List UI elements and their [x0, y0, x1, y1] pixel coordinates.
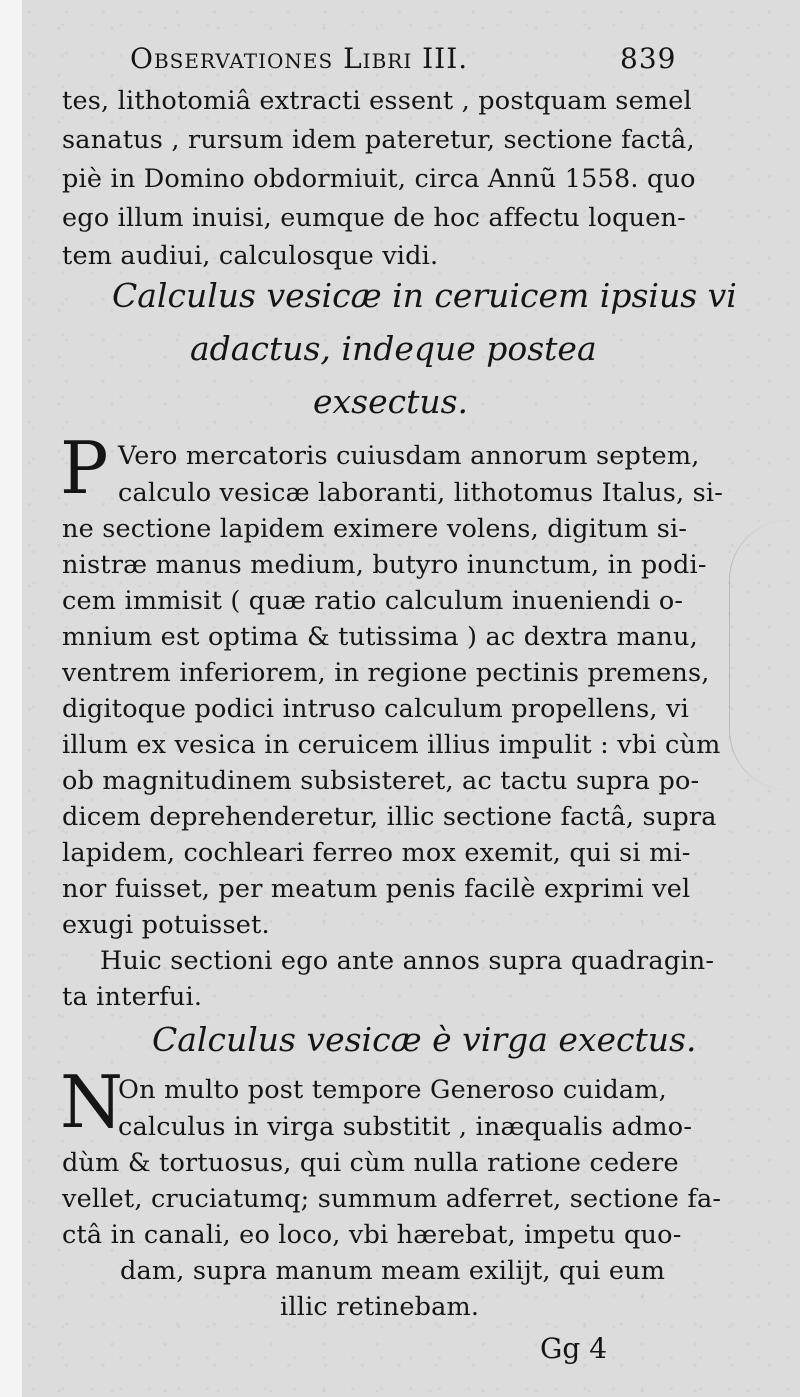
text-line: lapidem, cochleari ferreo mox exemit, qui si mi- [62, 838, 691, 868]
text-line: ne sectione lapidem eximere volens, digitum si- [62, 514, 688, 544]
text-line: nor fuisset, per meatum penis facilè exprimi vel [62, 874, 691, 904]
text-line: ventrem inferiorem, in regione pectinis premens, [62, 658, 710, 688]
signature-mark: Gg 4 [540, 1332, 608, 1365]
running-title: Observationes Libri III. [130, 42, 469, 75]
running-header [130, 42, 677, 75]
text-line: digitoque podici intruso calculum propellens, vi [62, 694, 689, 724]
text-line: calculo vesicæ laboranti, lithotomus Italus, si- [118, 478, 724, 508]
section-heading: adactus, indeque postea [190, 329, 597, 368]
text-line: vellet, cruciatumq; summum adferret, sectione fa- [62, 1184, 722, 1214]
text-line: cem immisit ( quæ ratio calculum inueniendi o- [62, 586, 684, 616]
text-line: illum ex vesica in ceruicem illius impulit : vbi cùm [62, 730, 721, 760]
text-line: mnium est optima & tutissima ) ac dextra manu, [62, 622, 698, 652]
section-heading: Calculus vesicæ in ceruicem ipsius vi [112, 276, 737, 315]
text-line: piè in Domino obdormiuit, circa Annũ 1558. quo [62, 164, 696, 194]
page-fold-shadow [729, 520, 800, 790]
text-line: ctâ in canali, eo loco, vbi hærebat, impetu quo- [62, 1220, 682, 1250]
text-line: ob magnitudinem subsisteret, ac tactu supra po- [62, 766, 700, 796]
text-line: exugi potuisset. [62, 910, 270, 940]
text-line: dam, supra manum meam exilijt, qui eum [120, 1256, 666, 1286]
book-gutter [0, 0, 22, 1397]
drop-cap: N [60, 1060, 123, 1144]
section-heading: Calculus vesicæ è virga exectus. [152, 1020, 697, 1059]
text-line: Vero mercatoris cuiusdam annorum septem, [118, 441, 700, 471]
text-line: tem audiui, calculosque vidi. [62, 241, 439, 271]
text-line: ta interfui. [62, 982, 203, 1012]
text-line: Huic sectioni ego ante annos supra quadragin- [100, 946, 715, 976]
text-line: dùm & tortuosus, qui cùm nulla ratione cedere [62, 1148, 679, 1178]
text-line: ego illum inuisi, eumque de hoc affectu loquen- [62, 203, 686, 233]
text-line: calculus in virga substitit , inæqualis admo- [118, 1112, 693, 1142]
text-line: On multo post tempore Generoso cuidam, [118, 1075, 667, 1105]
text-line: dicem deprehenderetur, illic sectione factâ, supra [62, 802, 717, 832]
text-line: illic retinebam. [280, 1292, 480, 1322]
page-number: 839 [620, 42, 677, 75]
text-line: tes, lithotomiâ extracti essent , postquam semel [62, 86, 692, 116]
drop-cap: P [60, 426, 109, 510]
text-line: sanatus , rursum idem pateretur, sectione factâ, [62, 125, 695, 155]
section-heading: exsectus. [313, 382, 469, 421]
text-line: nistræ manus medium, butyro inunctum, in podi- [62, 550, 707, 580]
